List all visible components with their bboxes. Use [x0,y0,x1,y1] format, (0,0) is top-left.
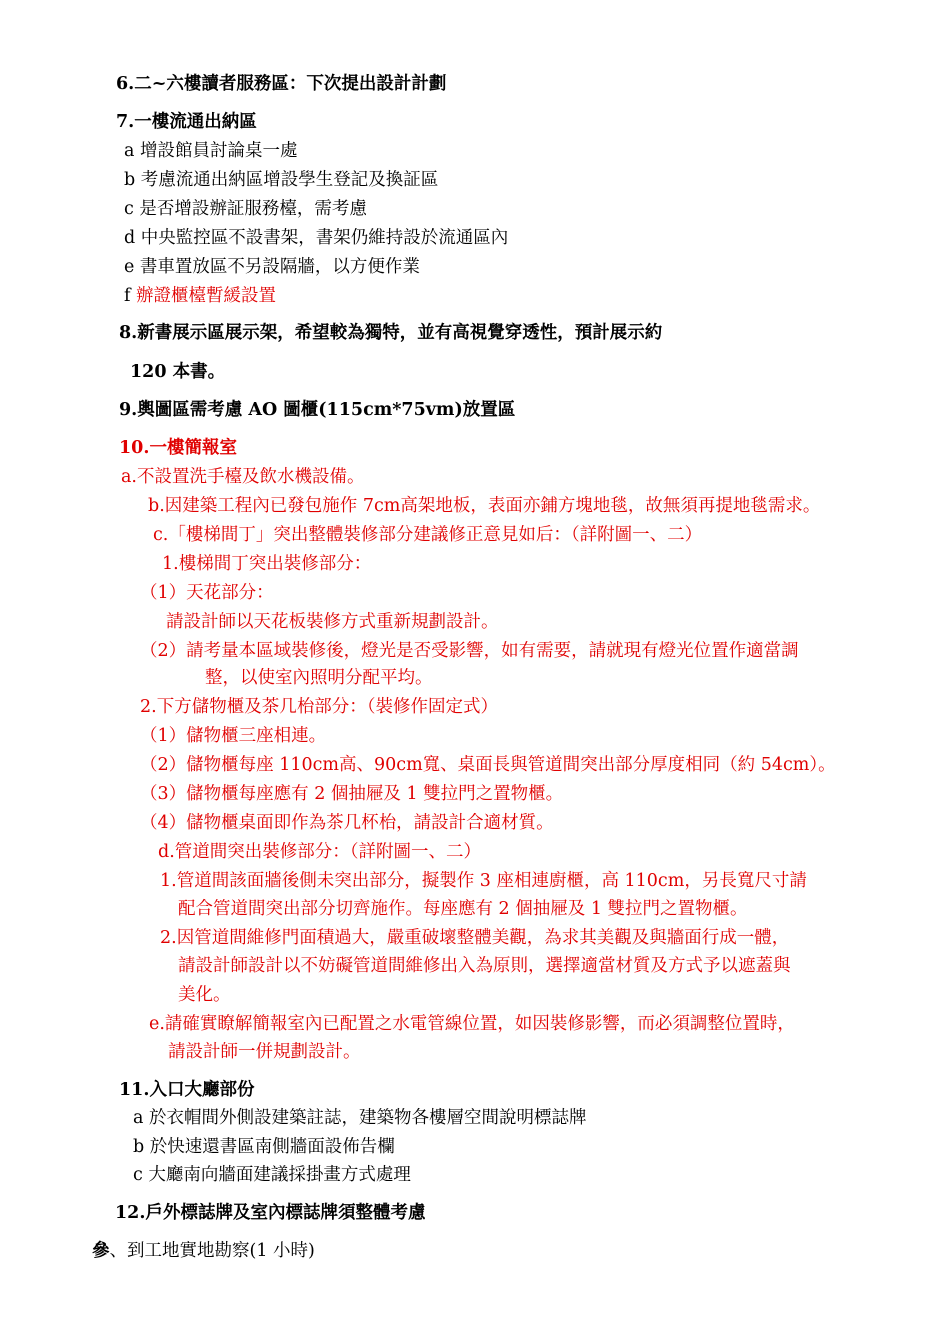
section-7-item-f-text: 辦證櫃檯暫緩設置 [136,286,277,306]
section-9-heading: 9.輿圖區需考慮 AO 圖櫃(115cm*75vm)放置區 [119,400,516,420]
section-7-item-f-label: f [124,286,137,306]
section-7-item-e: e 書車置放區不另設隔牆，以方便作業 [124,257,420,277]
section-10-d-1: 1.管道間該面牆後側未突出部分，擬製作 3 座相連廚櫃，高 110cm，另長寬尺寸請 [160,871,807,891]
section-11-item-a: a 於衣帽間外側設建築註誌，建築物各樓層空間說明標誌牌 [133,1108,587,1128]
section-8-heading: 8.新書展示區展示架，希望較為獨特，並有高視覺穿透性，預計展示約 [119,323,663,343]
section-can-text: 、到工地實地勘察(1 小時) [109,1241,315,1261]
section-can-label: 參 [92,1241,110,1261]
section-10-heading: 10.一樓簡報室 [119,438,237,458]
section-10-c-1-1-detail: 請設計師以天花板裝修方式重新規劃設計。 [166,612,499,632]
section-8-continuation: 120 本書。 [130,362,226,382]
section-10-item-b: b.因建築工程內已發包施作 7cm高架地板，表面亦鋪方塊地毯，故無須再提地毯需求。 [148,496,821,516]
section-10-d-2-continuation-2: 美化。 [178,985,231,1005]
section-10-d-2-continuation: 請設計師設計以不妨礙管道間維修出入為原則，選擇適當材質及方式予以遮蓋與 [178,956,791,976]
section-10-c-2-1: （1）儲物櫃三座相連。 [140,726,327,746]
section-11-item-c: c 大廳南向牆面建議採掛畫方式處理 [133,1165,411,1185]
section-10-c-1-2-continuation: 整，以使室內照明分配平均。 [205,668,433,688]
section-7-item-d: d 中央監控區不設書架，書架仍維持設於流通區內 [124,228,509,248]
section-10-c-2-2: （2）儲物櫃每座 110cm高、90cm寬、桌面長與管道間突出部分厚度相同（約 54cm）。 [140,755,836,775]
section-10-item-c: c.「樓梯間丁」突出整體裝修部分建議修正意見如后：（詳附圖一、二） [153,525,703,545]
section-10-c-2-3: （3）儲物櫃每座應有 2 個抽屜及 1 雙拉門之置物櫃。 [140,784,564,804]
section-10-e-continuation: 請設計師一併規劃設計。 [168,1042,361,1062]
section-7-item-c: c 是否增設辦証服務檯，需考慮 [124,199,367,219]
section-7-heading: 7.一樓流通出納區 [116,112,257,132]
section-10-c-1-2: （2）請考量本區域裝修後，燈光是否受影響，如有需要，請就現有燈光位置作適當調 [140,641,799,661]
section-10-item-a: a.不設置洗手檯及飲水機設備。 [121,467,365,487]
section-10-d-2: 2.因管道間維修門面積過大，嚴重破壞整體美觀，為求其美觀及與牆面行成一體， [160,928,790,948]
section-11-item-b: b 於快速還書區南側牆面設佈告欄 [133,1137,395,1157]
section-10-d-1-continuation: 配合管道間突出部分切齊施作。每座應有 2 個抽屜及 1 雙拉門之置物櫃。 [178,899,748,919]
section-10-c-2: 2.下方儲物櫃及茶几枱部分：（裝修作固定式） [140,697,498,717]
section-10-c-2-4: （4）儲物櫃桌面即作為茶几杯枱，請設計合適材質。 [140,813,554,833]
section-10-c-1: 1.樓梯間丁突出裝修部分： [162,554,372,574]
section-7-item-b: b 考慮流通出納區增設學生登記及換証區 [124,170,439,190]
section-10-item-d: d.管道間突出裝修部分：（詳附圖一、二） [158,842,482,862]
section-6-heading: 6.二~六樓讀者服務區：下次提出設計計劃 [116,74,447,94]
section-7-item-f [124,284,276,308]
section-10-item-e: e.請確實瞭解簡報室內已配置之水電管線位置，如因裝修影響，而必須調整位置時， [149,1014,795,1034]
section-12-heading: 12.戶外標誌牌及室內標誌牌須整體考慮 [115,1203,426,1223]
section-7-item-a: a 增設館員討論桌一處 [124,141,298,161]
section-11-heading: 11.入口大廳部份 [119,1080,255,1100]
section-10-c-1-1: （1）天花部分： [140,583,274,603]
section-can-heading [92,1239,315,1263]
